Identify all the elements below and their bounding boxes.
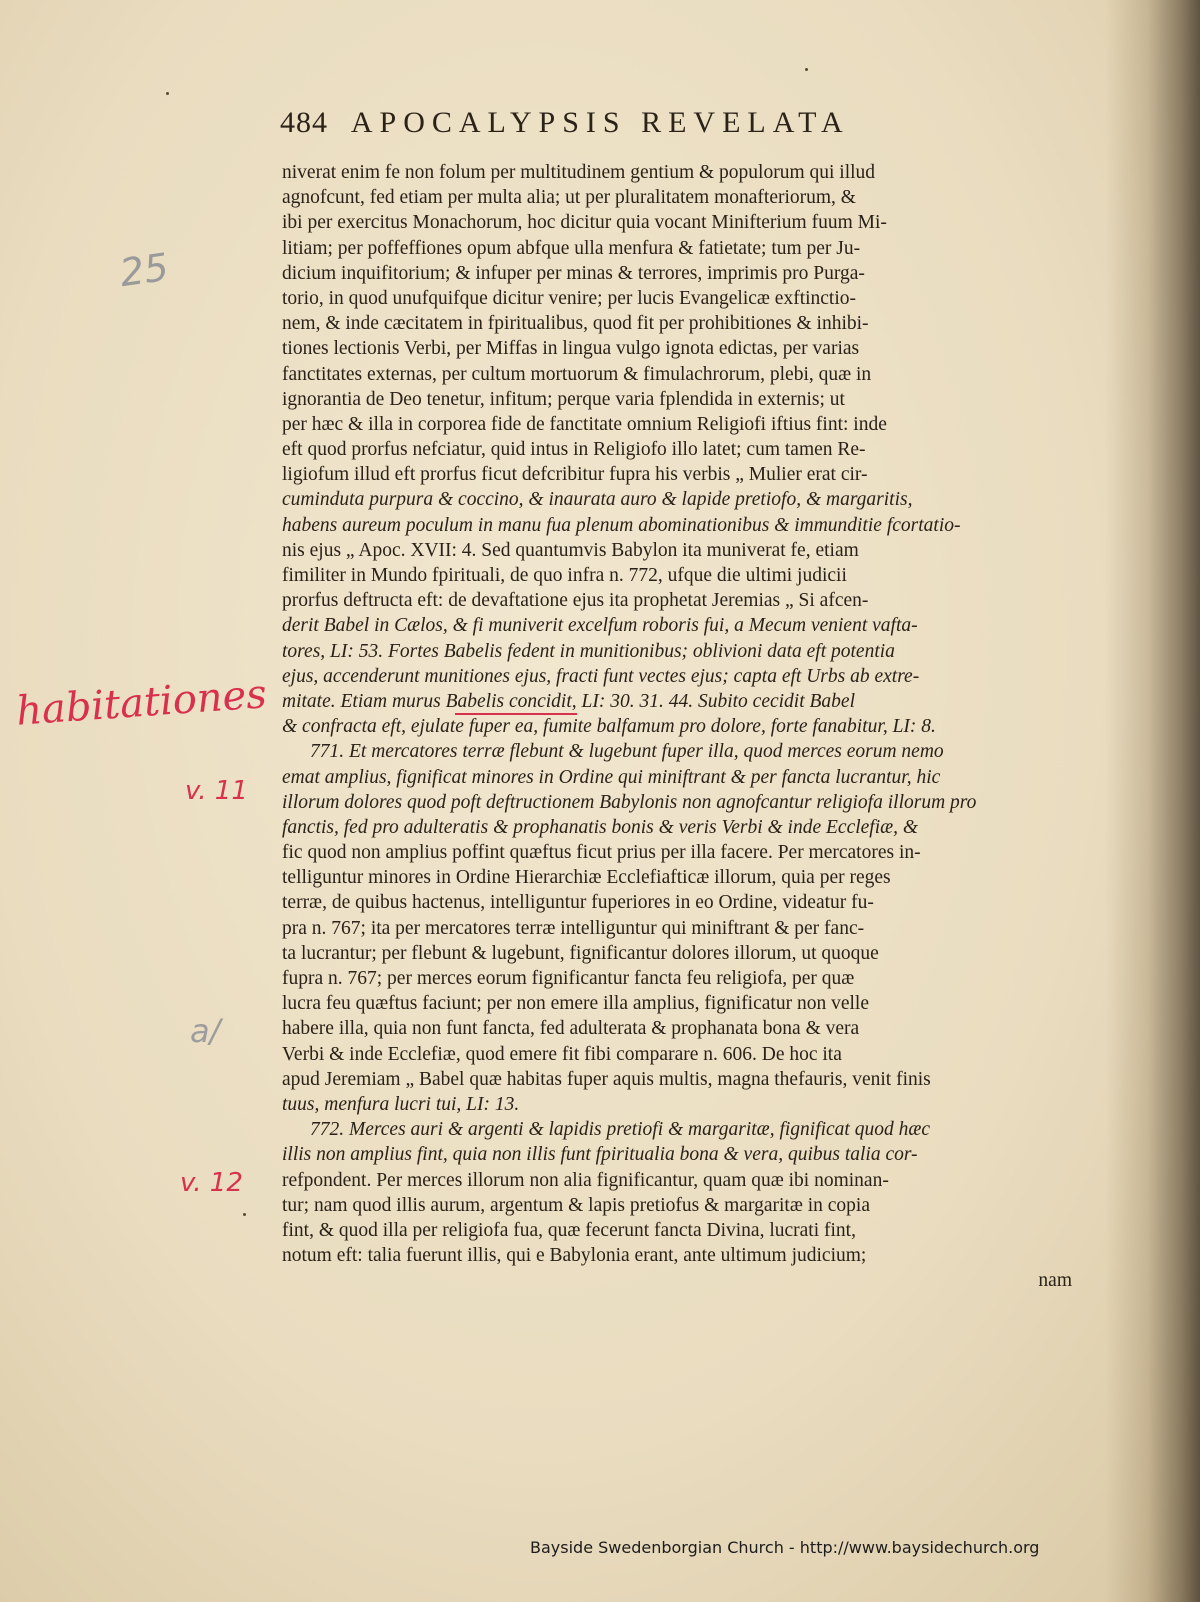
text-line: fanctis, fed pro adulteratis & prophanatis bonis & veris Verbi & inde Ecclefiæ, &	[282, 816, 919, 838]
text-line: telliguntur minores in Ordine Hierarchiæ Ecclefiafticæ illorum, quia per reges	[282, 867, 891, 889]
margin-note-habitationes: habitationes	[14, 671, 269, 735]
text-line: niverat enim fe non folum per multitudinem gentium & populorum qui illud	[282, 162, 876, 183]
text-line: terræ, de quibus hactenus, intelliguntur fuperiores in eo Ordine, videatur fu-	[282, 892, 874, 914]
text-line: 772. Merces auri & argenti & lapidis pretiofi & margaritæ, fignificat quod hæc	[310, 1119, 931, 1141]
text-line: apud Jeremiam „ Babel quæ habitas fuper aquis multis, magna thefauris, venit finis	[282, 1068, 931, 1090]
text-line: ibi per exercitus Monachorum, hoc dicitur quia vocant Minifterium fuum Mi-	[282, 212, 887, 234]
text-line: prorfus deftructa eft: de devaftatione ejus ita prophetat Jeremias „ Si afcen-	[282, 590, 869, 612]
text-line: illis non amplius fint, quia non illis funt fpiritualia bona & vera, quibus talia cor-	[282, 1144, 918, 1166]
text-line: tuus, menfura lucri tui, LI: 13.	[282, 1093, 520, 1115]
text-line: 771. Et mercatores terræ flebunt & lugebunt fuper illa, quod merces eorum nemo	[310, 741, 944, 763]
text-line: & confracta eft, ejulate fuper ea, fumite balfamum pro dolore, forte fanabitur, LI: 8.	[282, 716, 936, 738]
text-line: dicium inquifitorium; & infuper per minas & terrores, imprimis pro Purga-	[282, 262, 865, 284]
text-line: fupra n. 767; per merces eorum fignificantur fancta feu religiofa, per quæ	[282, 968, 855, 989]
text-line: Verbi & inde Ecclefiæ, quod emere fit fibi comparare n. 606. De hoc ita	[282, 1043, 842, 1065]
page-header	[280, 106, 1040, 156]
text-line: tiones lectionis Verbi, per Miffas in lingua vulgo ignota edictas, per varias	[282, 338, 860, 360]
margin-note-a1: a/	[190, 1012, 221, 1050]
margin-note-v11: v. 11	[185, 776, 248, 806]
page-number: 484	[280, 106, 328, 139]
text-line: lucra feu quæftus faciunt; per non emere illa amplius, fignificatur non velle	[282, 993, 869, 1015]
text-line: torio, in quod unufquifque dicitur venire; per lucis Evangelicæ exftinctio-	[282, 287, 857, 309]
text-line: notum eft: talia fuerunt illis, qui e Babylonia erant, ante ultimum judicium;	[282, 1245, 867, 1267]
text-line: ta lucrantur; per flebunt & lugebunt, fignificantur dolores illorum, ut quoque	[282, 942, 879, 964]
text-line: litiam; per poffeffiones opum abfque ulla menfura & fatietate; tum per Ju-	[282, 237, 861, 259]
text-line: nem, & inde cæcitatem in fpiritualibus, quod fit per prohibitiones & inhibi-	[282, 313, 869, 335]
text-line: fanctitates externas, per cultum mortuorum & fimulachrorum, plebi, quæ in	[282, 363, 872, 385]
body-text	[282, 160, 1072, 1293]
text-line: per hæc & illa in corporea fide de fanctitate omnium Religiofi iftius fint: inde	[282, 413, 887, 435]
running-title: APOCALYPSIS REVELATA	[350, 106, 850, 139]
text-line: tores, LI: 53. Fortes Babelis fedent in munitionibus; oblivioni data eft potentia	[282, 640, 895, 662]
text-line: fic quod non amplius poffint quæftus ficut prius per illa facere. Per mercatores in-	[282, 842, 921, 864]
ink-speck	[805, 68, 808, 71]
margin-note-v12: v. 12	[180, 1168, 243, 1198]
text-line: agnofcunt, fed etiam per multa alia; ut per pluralitatem monafteriorum, &	[282, 187, 856, 209]
ink-speck	[166, 92, 169, 95]
text-line: ligiofum illud eft prorfus ficut defcribitur fupra his verbis „ Mulier erat cir-	[282, 464, 868, 486]
text-line: ignorantia de Deo tenetur, infitum; perque varia fplendida in externis; ut	[282, 388, 845, 410]
footer-attribution: Bayside Swedenborgian Church - http://www.baysidechurch.org	[530, 1538, 1040, 1557]
margin-note-25: 25	[117, 244, 172, 296]
text-line: tur; nam quod illis aurum, argentum & lapis pretiofus & margaritæ in copia	[282, 1194, 870, 1216]
text-line: refpondent. Per merces illorum non alia fignificantur, quam quæ ibi nominan-	[282, 1169, 889, 1191]
red-underline-mark	[455, 713, 577, 715]
text-line: cuminduta purpura & coccino, & inaurata auro & lapide pretiofo, & margaritis,	[282, 489, 913, 511]
text-line: pra n. 767; ita per mercatores terræ intelliguntur qui miniftrant & per fanc-	[282, 917, 865, 939]
ink-speck	[243, 1213, 246, 1216]
catchword: nam	[1038, 1270, 1072, 1292]
text-line: habens aureum poculum in manu fua plenum abominationibus & immunditie fcortatio-	[282, 514, 961, 536]
book-gutter-shadow	[1105, 0, 1200, 1602]
text-line: eft quod prorfus nefciatur, quid intus in Religiofo illo latet; cum tamen Re-	[282, 439, 866, 461]
text-line: fint, & quod illa per religiofa fua, quæ fecerunt fancta Divina, lucrati fint,	[282, 1219, 856, 1241]
text-line: nis ejus „ Apoc. XVII: 4. Sed quantumvis Babylon ita muniverat fe, etiam	[282, 539, 859, 561]
text-line: emat amplius, fignificat minores in Ordine qui miniftrant & per fancta lucrantur, hic	[282, 766, 941, 788]
text-line: habere illa, quia non funt fancta, fed adulterata & prophanata bona & vera	[282, 1018, 860, 1040]
text-line: fimiliter in Mundo fpirituali, de quo infra n. 772, ufque die ultimi judicii	[282, 565, 847, 586]
text-line: ejus, accenderunt munitiones ejus, fracti funt vectes ejus; capta eft Urbs ab extre-	[282, 665, 920, 687]
text-line: mitate. Etiam murus Babelis concidit, LI: 30. 31. 44. Subito cecidit Babel	[282, 690, 856, 712]
text-line: derit Babel in Cælos, & fi muniverit excelfum roboris fui, a Mecum venient vafta-	[282, 615, 918, 637]
text-line: illorum dolores quod poft deftructionem Babylonis non agnofcantur religiofa illorum pro	[282, 791, 977, 813]
